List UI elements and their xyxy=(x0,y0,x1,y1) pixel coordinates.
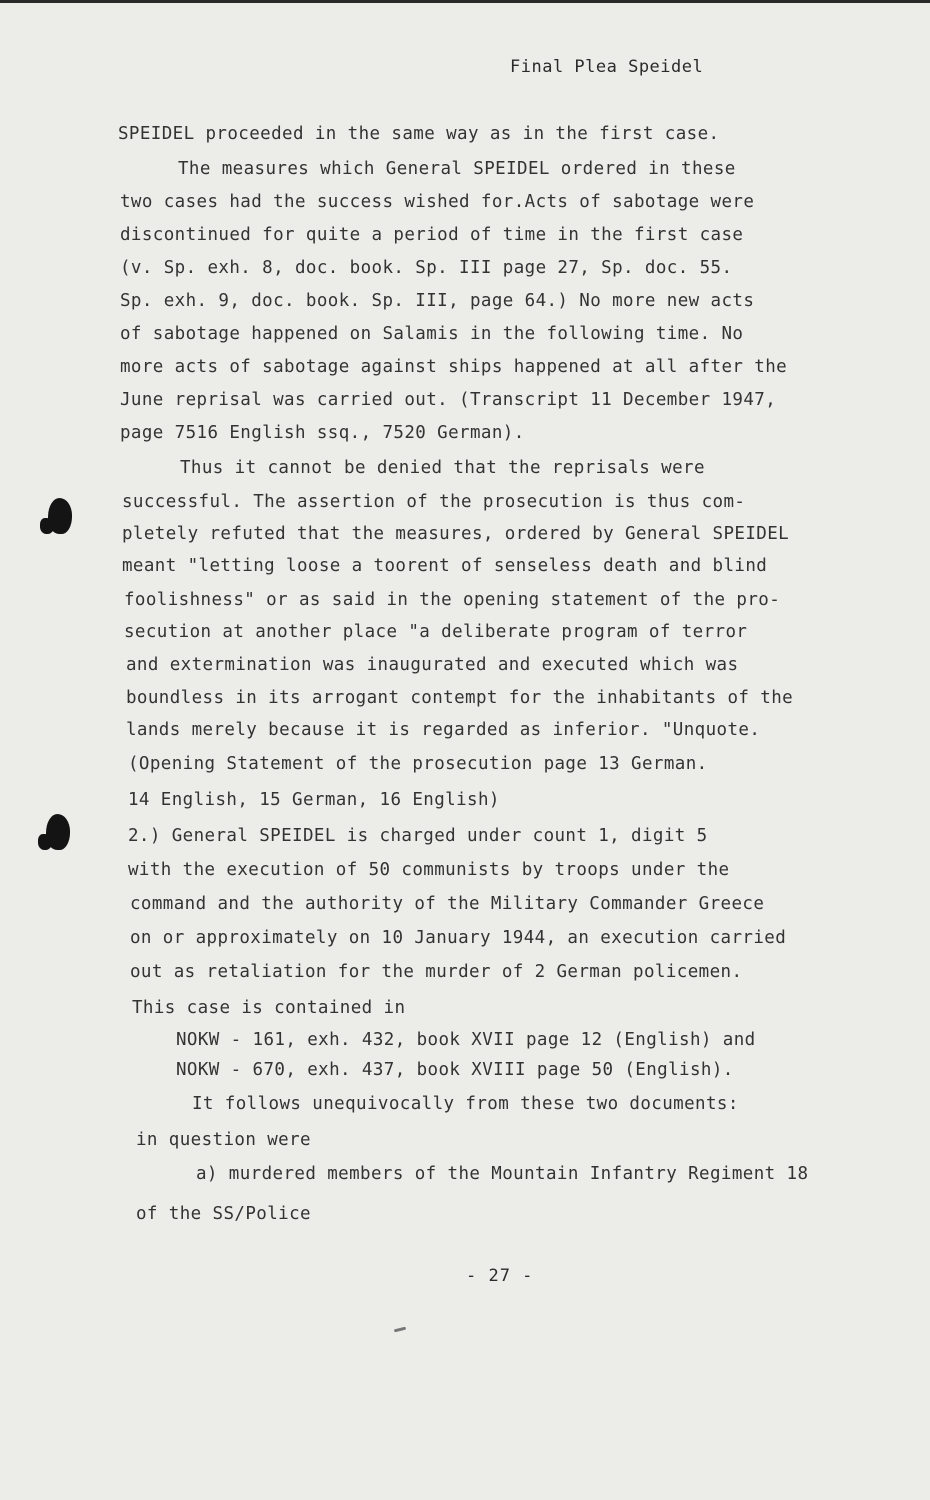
text-line: command and the authority of the Military Commander Greece xyxy=(130,894,765,914)
text-line: two cases had the success wished for.Acts of sabotage were xyxy=(120,192,755,212)
text-line: in question were xyxy=(136,1130,311,1150)
page-number: - 27 - xyxy=(466,1266,534,1286)
text-line: of sabotage happened on Salamis in the following time. No xyxy=(120,324,744,344)
punch-hole-mark-upper xyxy=(48,498,72,534)
text-line: on or approximately on 10 January 1944, an execution carried xyxy=(130,928,787,948)
text-line: 2.) General SPEIDEL is charged under count 1, digit 5 xyxy=(128,826,708,846)
text-line: and extermination was inaugurated and executed which was xyxy=(126,655,739,675)
text-line: meant "letting loose a toorent of senseless death and blind xyxy=(122,556,768,576)
text-line: NOKW - 161, exh. 432, book XVII page 12 (English) and xyxy=(176,1030,756,1050)
text-line: a) murdered members of the Mountain Infantry Regiment 18 xyxy=(196,1164,809,1184)
document-header: Final Plea Speidel xyxy=(510,57,704,77)
text-line: SPEIDEL proceeded in the same way as in the first case. xyxy=(118,124,720,144)
text-line: successful. The assertion of the prosecution is thus com- xyxy=(122,492,746,512)
text-line: with the execution of 50 communists by troops under the xyxy=(128,860,730,880)
text-line: secution at another place "a deliberate program of terror xyxy=(124,622,748,642)
text-line: page 7516 English ssq., 7520 German). xyxy=(120,423,525,443)
text-line: (Opening Statement of the prosecution page 13 German. xyxy=(128,754,708,774)
page-top-edge xyxy=(0,0,930,3)
punch-hole-mark-lower xyxy=(46,814,70,850)
text-line: more acts of sabotage against ships happened at all after the xyxy=(120,357,788,377)
text-line: foolishness" or as said in the opening statement of the pro- xyxy=(124,590,781,610)
text-line: Sp. exh. 9, doc. book. Sp. III, page 64.) No more new acts xyxy=(120,291,755,311)
text-line: out as retaliation for the murder of 2 German policemen. xyxy=(130,962,743,982)
text-line: NOKW - 670, exh. 437, book XVIII page 50 (English). xyxy=(176,1060,734,1080)
text-line: pletely refuted that the measures, ordered by General SPEIDEL xyxy=(122,524,790,544)
text-line: June reprisal was carried out. (Transcript 11 December 1947, xyxy=(120,390,777,410)
text-line: This case is contained in xyxy=(132,998,406,1018)
text-line: of the SS/Police xyxy=(136,1204,311,1224)
text-line: lands merely because it is regarded as inferior. "Unquote. xyxy=(126,720,761,740)
text-line: Thus it cannot be denied that the reprisals were xyxy=(180,458,705,478)
text-line: The measures which General SPEIDEL ordered in these xyxy=(178,159,736,179)
text-line: 14 English, 15 German, 16 English) xyxy=(128,790,500,810)
text-line: discontinued for quite a period of time in the first case xyxy=(120,225,744,245)
text-line: It follows unequivocally from these two documents: xyxy=(192,1094,739,1114)
text-line: boundless in its arrogant contempt for the inhabitants of the xyxy=(126,688,794,708)
text-line: (v. Sp. exh. 8, doc. book. Sp. III page 27, Sp. doc. 55. xyxy=(120,258,733,278)
paper-speck xyxy=(394,1327,406,1333)
